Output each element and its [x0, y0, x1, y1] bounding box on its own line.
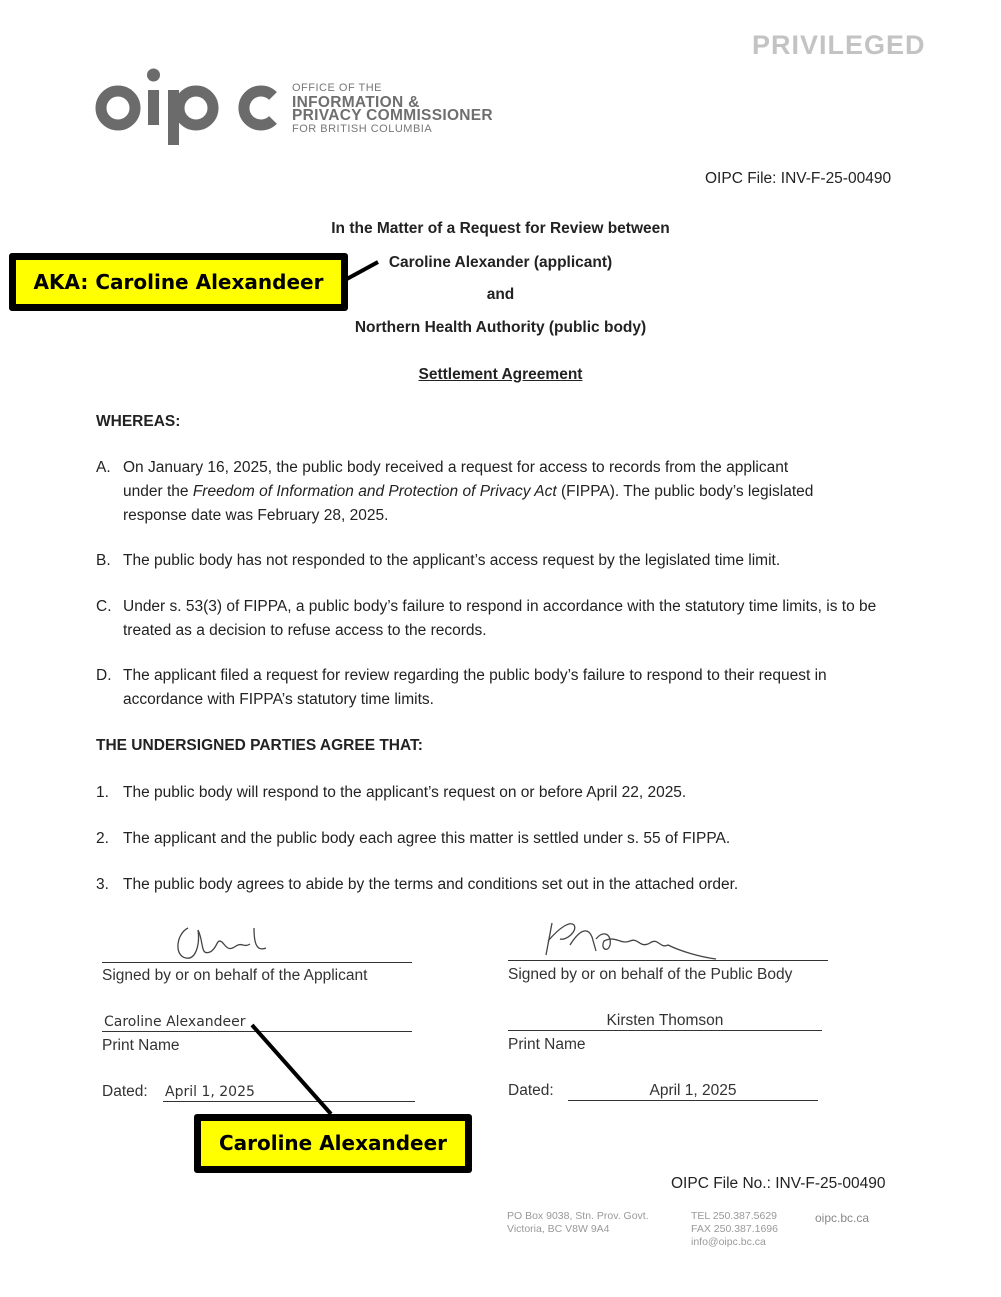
file-number-footer: OIPC File No.: INV-F-25-00490: [671, 1175, 886, 1192]
item-label: B.: [96, 552, 111, 569]
applicant-date: April 1, 2025: [165, 1084, 255, 1100]
item-a-line-2: under the Freedom of Information and Protection of Privacy Act (FIPPA). The public body’s legislated: [123, 483, 814, 500]
item-text: The applicant and the public body each agree this matter is settled under s. 55 of FIPPA.: [123, 830, 731, 847]
top-callout-pointer: [345, 262, 378, 280]
matter-heading: In the Matter of a Request for Review between: [331, 220, 670, 237]
address-line-2: Victoria, BC V8W 9A4: [507, 1223, 610, 1235]
item-text: The public body agrees to abide by the terms and conditions set out in the attached order.: [123, 876, 739, 893]
item-a-line-1: On January 16, 2025, the public body received a request for access to records from the applicant: [123, 459, 789, 476]
whereas-heading: WHEREAS:: [96, 413, 181, 430]
file-number-top: OIPC File: INV-F-25-00490: [705, 170, 892, 187]
applicant-print-label: Print Name: [102, 1037, 180, 1054]
public-dated-label: Dated:: [508, 1082, 554, 1099]
tel: TEL 250.387.5629: [691, 1210, 778, 1222]
public-body-line: Northern Health Authority (public body): [354, 319, 647, 336]
email: info@oipc.bc.ca: [691, 1236, 766, 1248]
footer-contact: [691, 1210, 778, 1249]
item-label: A.: [96, 459, 111, 476]
org-line-3: PRIVACY COMMISSIONER: [292, 107, 493, 124]
privileged-stamp: PRIVILEGED: [752, 30, 926, 60]
address-line-1: PO Box 9038, Stn. Prov. Govt.: [507, 1210, 649, 1222]
document-title: Settlement Agreement: [418, 366, 583, 383]
item-text: The public body has not responded to the applicant’s access request by the legislated time limit.: [123, 552, 781, 569]
public-sign-caption: Signed by or on behalf of the Public Body: [508, 966, 793, 983]
and-line: and: [486, 286, 515, 303]
fax: FAX 250.387.1696: [691, 1223, 778, 1235]
applicant-line: Caroline Alexander (applicant): [388, 254, 613, 271]
footer-address: [507, 1210, 649, 1236]
org-line-4: FOR BRITISH COLUMBIA: [292, 122, 433, 135]
item-label: 2.: [96, 830, 109, 847]
name-callout: Caroline Alexandeer: [194, 1114, 472, 1173]
item-label: 3.: [96, 876, 109, 893]
public-print-name: Kirsten Thomson: [606, 1012, 724, 1029]
aka-callout: AKA: Caroline Alexandeer: [9, 253, 348, 311]
public-print-label: Print Name: [508, 1036, 586, 1053]
website: oipc.bc.ca: [815, 1211, 870, 1225]
item-text: The applicant filed a request for review regarding the public body’s failure to respond to their request in accordance with FIPPA’s statutory time limits.: [123, 667, 827, 708]
org-line-2: INFORMATION &: [292, 93, 420, 111]
item-a-line-3: response date was February 28, 2025.: [123, 507, 389, 524]
item-label: 1.: [96, 784, 109, 801]
org-line-1: OFFICE OF THE: [292, 82, 383, 94]
public-date: April 1, 2025: [649, 1082, 737, 1099]
item-text: The public body will respond to the applicant’s request on or before April 22, 2025.: [123, 784, 687, 801]
bottom-callout-pointer: [252, 1025, 331, 1114]
agree-heading: THE UNDERSIGNED PARTIES AGREE THAT:: [96, 737, 423, 754]
applicant-sign-caption: Signed by or on behalf of the Applicant: [102, 967, 368, 984]
item-label: D.: [96, 667, 112, 684]
item-text: Under s. 53(3) of FIPPA, a public body’s failure to respond in accordance with the statutory time limits, is to be treated as a decision to refuse access to the records.: [123, 598, 877, 639]
applicant-dated-label: Dated:: [102, 1083, 148, 1100]
item-label: C.: [96, 598, 112, 615]
applicant-print-name: Caroline Alexandeer: [104, 1014, 246, 1030]
